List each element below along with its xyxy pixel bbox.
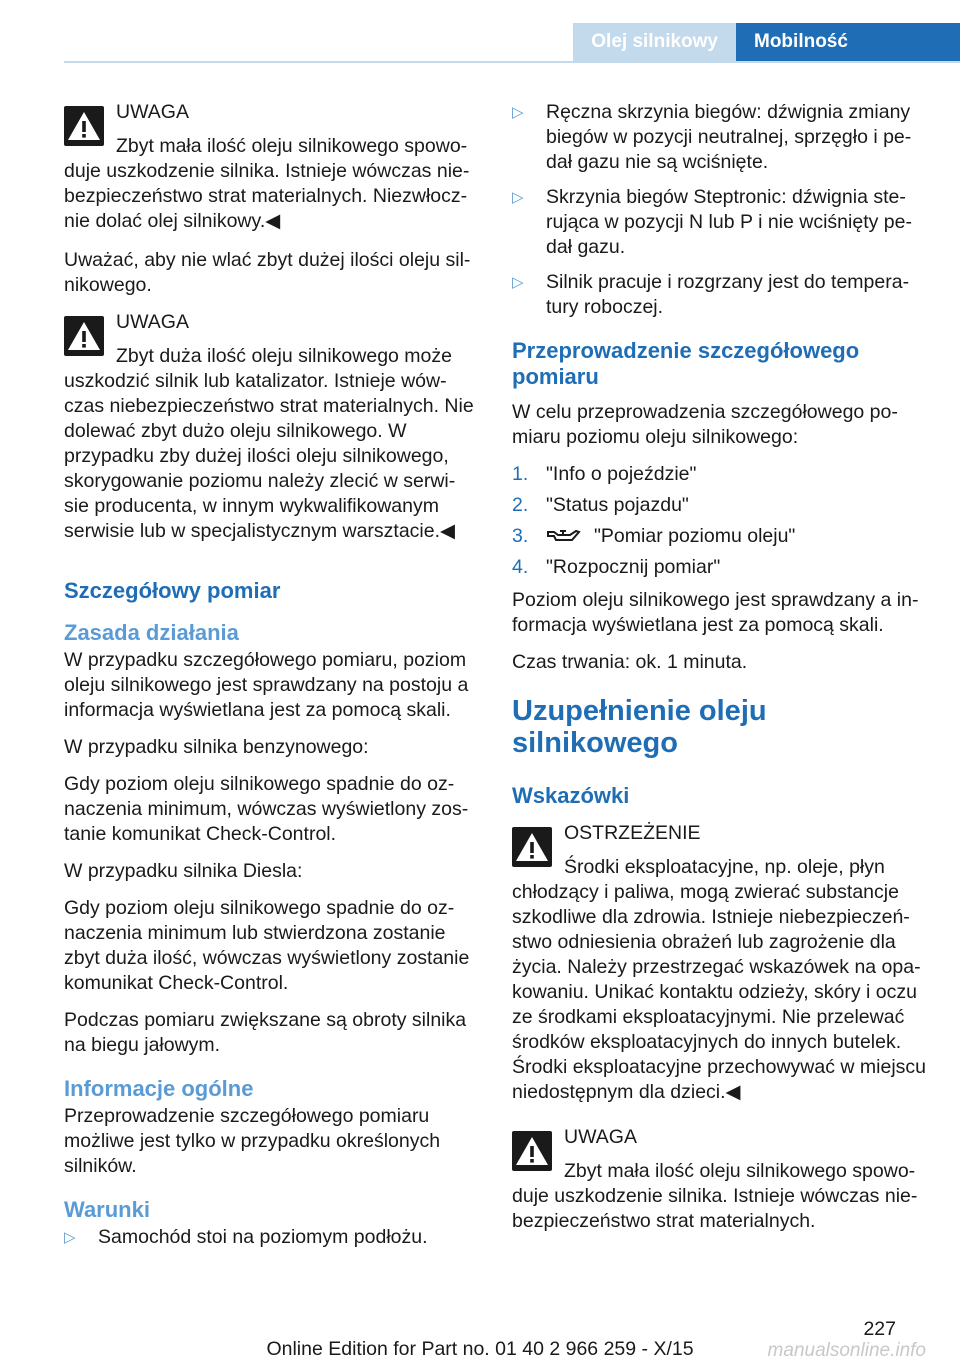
warning-box (64, 100, 478, 234)
section-heading: Wskazówki (512, 783, 630, 808)
list-item-text: Samochód stoi na poziomym podłożu. (98, 1226, 428, 1248)
subsection-heading: Informacje ogólne (64, 1076, 254, 1101)
paragraph: W przypadku silnika benzynowego: (64, 736, 369, 758)
bullet-icon: ▷ (512, 189, 524, 206)
step-text: "Rozpocznij pomiar" (546, 556, 721, 578)
bullet-icon: ▷ (512, 274, 524, 291)
warning-text: Zbyt mała ilość oleju silnikowego spowo‐duje uszkodzenie silnika. Istnieje wówczas nie‐bezpieczeństwo strat materialnych. Niezwłocz‐nie dolać olej silnikowy.◀ (64, 135, 470, 232)
section-tab: Olej silnikowy (573, 23, 736, 61)
step-number: 3. (512, 525, 529, 547)
paragraph: Podczas pomiaru zwiększane są obroty silnika na biegu jałowym. (64, 1009, 467, 1056)
warning-text: Zbyt mała ilość oleju silnikowego spowo‐duje uszkodzenie silnika. Istnieje wówczas nie‐bezpieczeństwo strat materialnych. (512, 1160, 918, 1232)
list-item (512, 185, 926, 260)
warning-text: Środki eksploatacyjne, np. oleje, płyn chłodzący i paliwa, mogą zwierać substancje szkodliwe dla zdrowia. Istnieje niebezpieczeń‐stwo odniesienia obrażeń lub zagrożenie dla życia. Należy przestrzegać wskazówek na opa‐kowaniu. Unikać kontaktu odzieży, skóry i oczu ze środkami eksploatacyjnymi. Nie przelewać środków eksploatacyjnych do innych butelek. Środki eksploatacyjne przechowywać w miejscu niedostępnym dla dzieci.◀ (512, 856, 927, 1103)
watermark: manualsonline.info (767, 1340, 926, 1361)
warning-box (512, 821, 926, 1105)
warning-title: OSTRZEŻENIE (564, 822, 701, 844)
edition-footer: Online Edition for Part no. 01 40 2 966 259 - X/15 (266, 1338, 694, 1360)
step-item (512, 493, 926, 518)
list-item-text: Skrzynia biegów Steptronic: dźwignia ste‐rująca w pozycji N lub P i nie wciśnięty pe‐dał gazu. (546, 186, 912, 258)
header-rule (64, 61, 960, 63)
step-number: 4. (512, 556, 529, 578)
warning-title: UWAGA (564, 1126, 637, 1148)
warning-triangle-icon (512, 1131, 552, 1171)
chapter-heading: Uzupełnienie oleju silnikowego (512, 695, 767, 759)
step-text: "Info o pojeździe" (546, 463, 697, 485)
subsection-heading: Przeprowadzenie szczegółowego pomiaru (512, 338, 860, 389)
warning-title: UWAGA (116, 101, 189, 123)
paragraph: W przypadku silnika Diesla: (64, 860, 303, 882)
warning-triangle-icon (512, 827, 552, 867)
list-item-text: Ręczna skrzynia biegów: dźwignia zmiany biegów w pozycji neutralnej, sprzęgło i pe‐dał gazu nie są wciśnięte. (546, 101, 912, 173)
bullet-icon: ▷ (64, 1229, 76, 1246)
conditions-list (512, 100, 926, 320)
oil-can-icon (546, 526, 582, 544)
list-item (512, 270, 926, 320)
step-number: 1. (512, 463, 529, 485)
paragraph: W przypadku szczegółowego pomiaru, poziom oleju silnikowego jest sprawdzany na postoju a informacja wyświetlana jest za pomocą skali. (64, 649, 469, 721)
paragraph: Gdy poziom oleju silnikowego spadnie do oz‐naczenia minimum, wówczas wyświetlony zos‐tanie komunikat Check-Control. (64, 773, 469, 845)
warning-box (64, 310, 478, 544)
list-item-text: Silnik pracuje i rozgrzany jest do tempera‐tury roboczej. (546, 271, 910, 318)
paragraph: Poziom oleju silnikowego jest sprawdzany a in‐formacja wyświetlana jest za pomocą skali. (512, 589, 919, 636)
step-text: "Status pojazdu" (546, 494, 689, 516)
bullet-icon: ▷ (512, 104, 524, 121)
paragraph: Czas trwania: ok. 1 minuta. (512, 651, 748, 673)
warning-triangle-icon (64, 106, 104, 146)
subsection-heading: Zasada działania (64, 620, 239, 645)
left-column (64, 100, 478, 1262)
subsection-heading: Warunki (64, 1197, 150, 1222)
paragraph: W celu przeprowadzenia szczegółowego po‐miaru poziomu oleju silnikowego: (512, 401, 898, 448)
chapter-tab: Mobilność (736, 23, 960, 61)
right-column (512, 100, 926, 1248)
step-text: "Pomiar poziomu oleju" (594, 525, 796, 547)
paragraph: Uważać, aby nie wlać zbyt dużej ilości oleju sil‐nikowego. (64, 249, 471, 296)
section-heading: Szczegółowy pomiar (64, 578, 281, 603)
list-item (64, 1225, 478, 1250)
paragraph: Gdy poziom oleju silnikowego spadnie do oz‐naczenia minimum lub stwierdzona zostanie zbyt duża ilość, wówczas wyświetlony zostanie komunikat Check-Control. (64, 897, 470, 994)
paragraph: Przeprowadzenie szczegółowego pomiaru możliwe jest tylko w przypadku określonych silników. (64, 1105, 441, 1177)
page-header (573, 23, 960, 61)
warning-box (512, 1125, 926, 1234)
steps-list (512, 462, 926, 580)
page-number: 227 (863, 1318, 896, 1340)
warning-title: UWAGA (116, 311, 189, 333)
warning-triangle-icon (64, 316, 104, 356)
list-item (512, 100, 926, 175)
step-item (512, 524, 926, 549)
warning-text: Zbyt duża ilość oleju silnikowego może uszkodzić silnik lub katalizator. Istnieje wów‐czas niebezpieczeństwo strat materialnych. Nie dolewać zbyt dużo oleju silnikowego. W przypadku zby dużej ilości oleju silnikowego, skorygowanie poziomu należy zlecić w serwi‐sie producenta, w innym wykwalifikowanym serwisie lub w specjalistycznym warsztacie.◀ (64, 345, 474, 542)
step-item (512, 555, 926, 580)
step-number: 2. (512, 494, 529, 516)
conditions-list (64, 1225, 478, 1250)
step-item (512, 462, 926, 487)
